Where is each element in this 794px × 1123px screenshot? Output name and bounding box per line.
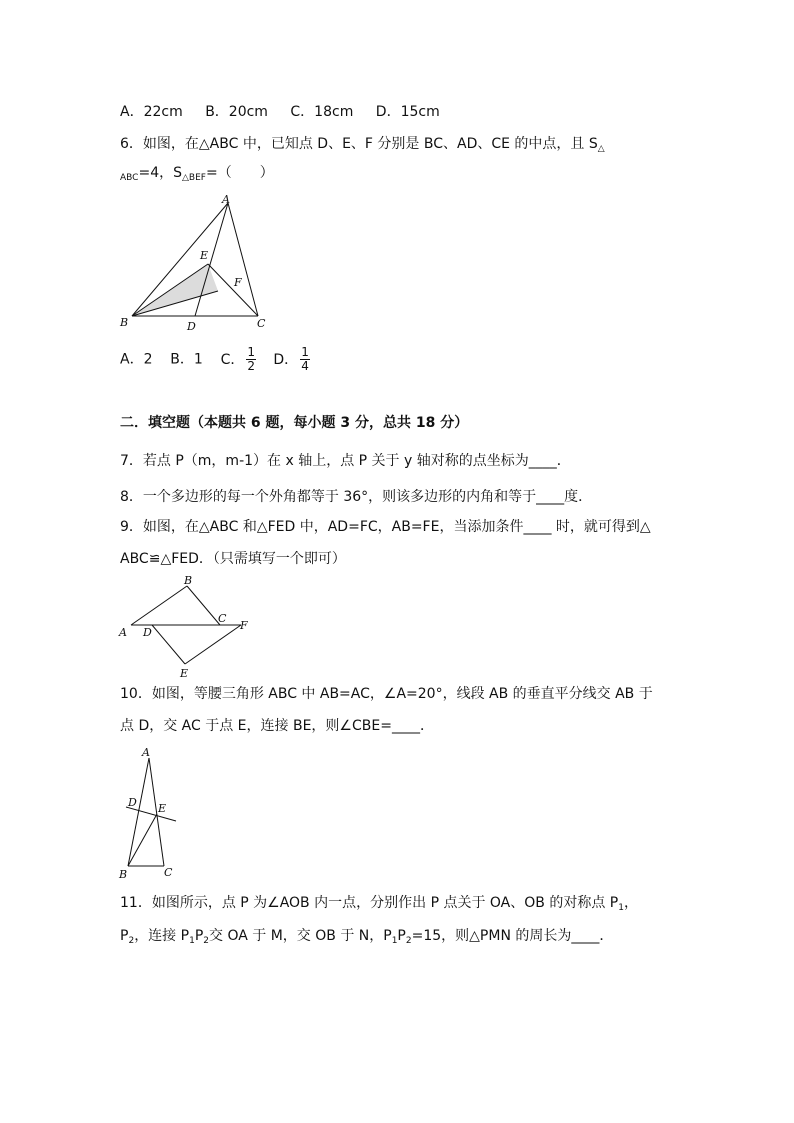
q10-stem-line2: 点 D，交 AC 于点 E，连接 BE，则∠CBE=____． (120, 718, 434, 734)
q5-option-c: C．18cm (290, 104, 354, 120)
q10-label-a: A (142, 746, 150, 759)
q7-stem: 7．若点 P（m，m-1）在 x 轴上，点 P 关于 y 轴对称的点坐标为____． (120, 453, 571, 469)
q9-stem-line2: ABC≌△FED．（只需填写一个即可） (120, 551, 346, 567)
q6-label-e: E (200, 249, 209, 262)
q6-stem-line1: 6．如图，在△ABC 中，已知点 D、E、F 分别是 BC、AD、CE 的中点，且 $S_\triangle$ (120, 136, 605, 154)
q6-stem-line2: $_{ABC}$=4，$S_{\triangle BEF}=$（ ） (120, 165, 274, 183)
q9-label-b: B (184, 574, 193, 587)
q5-option-a: A．22cm (120, 104, 183, 120)
q6-label-d: D (187, 320, 196, 333)
q6-triangle-figure (118, 193, 278, 333)
q9-label-d: D (143, 626, 152, 639)
q6-option-d: D． $\frac{1}{4}$ (273, 345, 309, 373)
q6-option-c: C． $\frac{1}{2}$ (220, 345, 256, 373)
q6-label-c: C (257, 317, 266, 330)
q11-stem-line1: 11．如图所示，点 P 为∠AOB 内一点，分别作出 P 点关于 OA、OB 的对称点 $P_1$， (120, 895, 638, 913)
q9-label-c: C (218, 612, 227, 625)
q6-label-b: B (120, 316, 129, 329)
q5-option-d: D．15cm (375, 104, 440, 120)
q5-option-b: B．20cm (205, 104, 268, 120)
q6-options (120, 346, 314, 373)
q10-stem-line1: 10．如图，等腰三角形 ABC 中 AB=AC，∠A=20°，线段 AB 的垂直平分线交 AB 于 (120, 686, 653, 702)
q11-stem-line2: $P_2$，连接 $P_1P_2$交 OA 于 M，交 OB 于 N，$P_1P_2=15$，则△PMN 的周长为____． (120, 928, 614, 946)
q9-label-f: F (240, 619, 248, 632)
q9-stem-line1: 9．如图，在△ABC 和△FED 中，AD=FC，AB=FE，当添加条件____ 时，就可得到△ (120, 519, 651, 535)
q10-isosceles-figure (116, 742, 196, 884)
q9-label-a: A (119, 626, 127, 639)
q10-label-b: B (119, 868, 128, 881)
q6-label-a: A (222, 193, 230, 206)
q9-label-e: E (180, 667, 189, 680)
q5-options (120, 102, 458, 122)
q10-label-c: C (164, 866, 173, 879)
section2-heading: 二．填空题（本题共 6 题，每小题 3 分，总共 18 分） (120, 415, 469, 431)
q6-option-b: B．1 (170, 351, 203, 368)
q10-label-d: D (128, 796, 137, 809)
q8-stem: 8．一个多边形的每一个外角都等于 36°，则该多边形的内角和等于____度． (120, 489, 593, 505)
q10-label-e: E (158, 802, 167, 815)
q6-label-f: F (234, 276, 242, 289)
q9-triangles-figure (116, 572, 256, 682)
q6-option-a: A．2 (120, 351, 153, 368)
q6-shaded-triangle-bef (132, 264, 218, 316)
